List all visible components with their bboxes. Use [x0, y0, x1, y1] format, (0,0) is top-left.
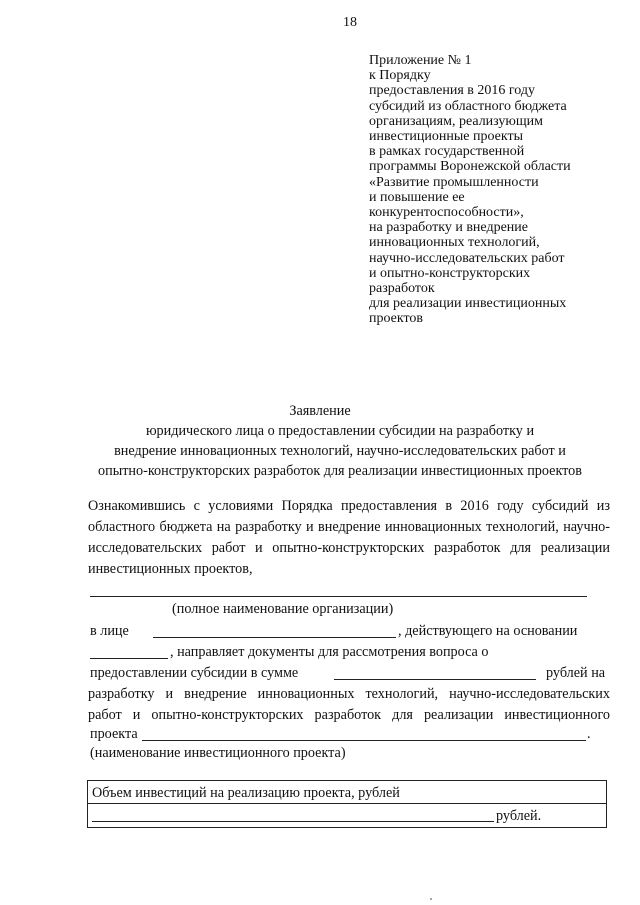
appendix-line: субсидий из областного бюджета — [369, 98, 567, 114]
appendix-line: предоставления в 2016 году — [369, 83, 535, 99]
investment-header-row — [88, 781, 606, 804]
acting-text: , действующего на основании — [398, 623, 578, 639]
appendix-line: и повышение ее — [369, 189, 465, 205]
appendix-line: инновационных технологий, — [369, 235, 540, 251]
subtitle-line: юридического лица о предоставлении субсидии на разработку и — [145, 423, 535, 439]
org-name-caption: (полное наименование организации) — [172, 601, 394, 617]
currency-text: рублей на — [546, 665, 606, 681]
appendix-line: на разработку и внедрение — [369, 220, 528, 236]
investment-box — [87, 780, 607, 828]
project-end: . — [587, 726, 591, 742]
project-caption: (наименование инвестиционного проекта) — [90, 745, 346, 761]
grant-prefix: предоставлении субсидии в сумме — [90, 665, 299, 681]
appendix-line: проектов — [369, 311, 424, 327]
scan-speck — [430, 898, 432, 900]
page-number: 18 — [343, 15, 357, 30]
appendix-line: конкурентоспособности», — [369, 205, 524, 221]
org-name-line[interactable] — [90, 596, 587, 597]
basis-line[interactable] — [90, 658, 168, 659]
document-subtitle — [70, 421, 610, 481]
investment-header: Объем инвестиций на реализацию проекта, рублей — [92, 785, 400, 801]
purpose-line-2: работ и опытно-конструкторских разработок для реализации инвестиционного — [88, 707, 610, 723]
appendix-line: к Порядку — [369, 68, 431, 84]
subtitle-line: внедрение инновационных технологий, научно-исследовательских работ и — [114, 443, 566, 459]
appendix-line: разработок — [369, 281, 435, 297]
appendix-line: организациям, реализующим — [369, 113, 543, 129]
intro-paragraph: Ознакомившись с условиями Порядка предоставления в 2016 году субсидий из областного бюджета на разработку и внедрение инновационных технологий, научно-исследовательских работ и опытно-конструкторских разработок для реализации инвестиционных проектов, — [88, 498, 610, 577]
sends-text: , направляет документы для рассмотрения вопроса о — [170, 644, 489, 660]
subtitle-line: опытно-конструкторских разработок для реализации инвестиционных проектов — [98, 463, 582, 479]
appendix-line: Приложение № 1 — [369, 53, 472, 68]
appendix-line: «Развитие промышленности — [369, 174, 539, 190]
project-name-line[interactable] — [142, 740, 586, 741]
appendix-line: инвестиционные проекты — [369, 129, 524, 145]
person-prefix: в лице — [90, 623, 129, 639]
appendix-line: в рамках государственной — [369, 144, 525, 160]
person-name-line[interactable] — [153, 637, 396, 638]
purpose-line-1: разработку и внедрение инновационных технологий, научно-исследовательских — [88, 686, 610, 702]
document-title: Заявление — [289, 403, 351, 419]
appendix-line: и опытно-конструкторских — [369, 265, 531, 281]
appendix-line: для реализации инвестиционных — [369, 296, 567, 312]
appendix-line: научно-исследовательских работ — [369, 250, 565, 266]
appendix-line: программы Воронежской области — [369, 159, 571, 175]
project-label: проекта — [90, 726, 138, 742]
investment-amount-line[interactable] — [92, 821, 494, 822]
appendix-block — [369, 53, 571, 327]
investment-unit: рублей. — [496, 808, 542, 824]
grant-amount-line[interactable] — [334, 679, 536, 680]
